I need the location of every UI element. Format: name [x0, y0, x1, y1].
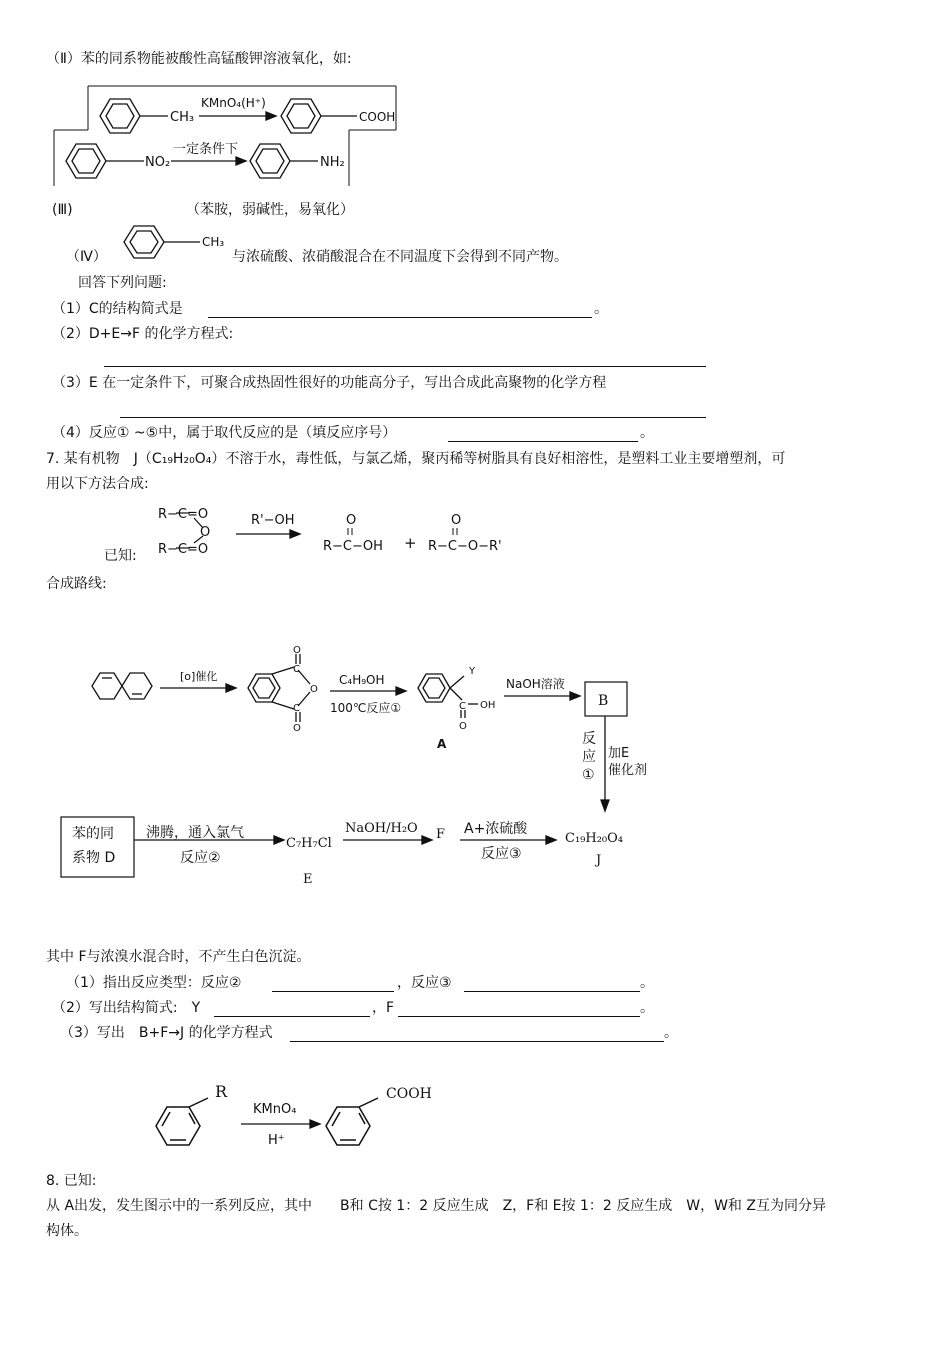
- arrow-icon: [236, 530, 300, 538]
- route-catalyst: 催化剂: [608, 763, 648, 778]
- q8-r: R: [215, 1082, 228, 1101]
- arrow-icon: [241, 1120, 320, 1128]
- eq2-right-group: NH₂: [320, 155, 345, 170]
- a-c: C: [459, 701, 466, 712]
- q6-iv-label: （Ⅳ）: [66, 249, 107, 265]
- label-f: F: [436, 827, 446, 842]
- eq2-left-group: NO₂: [145, 155, 171, 170]
- a-o: O: [459, 721, 467, 732]
- q6-p2-answer-blank[interactable]: [104, 352, 706, 367]
- benzene-ring-icon: [66, 144, 144, 178]
- acid-formula: R−C−OH: [323, 539, 383, 554]
- anh-o-top: O: [293, 645, 301, 656]
- benzoic-acid-icon: [326, 1098, 378, 1145]
- q8-reagent: KMnO₄: [253, 1102, 297, 1117]
- arrow-icon: [160, 684, 236, 692]
- naphthalene-icon: [92, 673, 152, 699]
- route-step1-reagent: C₄H₉OH: [339, 673, 385, 687]
- route-oxidation: [o]催化: [180, 670, 218, 683]
- eq2-condition: 一定条件下: [173, 142, 239, 157]
- route-a-h2so4: A+浓硫酸: [464, 821, 528, 837]
- q7-s1: （1）指出反应类型：反应②: [66, 975, 242, 991]
- eq1-left-group: CH₃: [170, 110, 195, 125]
- route-c19: C₁₉H₂₀O₄: [565, 831, 623, 846]
- route-naoh-h2o: NaOH/H₂O: [345, 821, 418, 836]
- q6-iii-label: (Ⅲ): [52, 202, 73, 218]
- q6-answer-prompt: 回答下列问题:: [78, 275, 167, 291]
- label-e: E: [303, 872, 313, 887]
- q6-p1-end: 。: [594, 301, 608, 317]
- label-a: A: [437, 737, 447, 751]
- q6-p3-answer-blank[interactable]: [120, 403, 706, 418]
- box-d-line1: 苯的同: [72, 826, 114, 842]
- arrow-icon: [504, 692, 580, 700]
- q6-p3: （3）E 在一定条件下，可聚合成热固性很好的功能高分子，写出合成此高聚物的化学方程: [52, 375, 607, 391]
- route-c7h7cl: C₇H₇Cl: [286, 836, 332, 851]
- q8-line2: 构体。: [46, 1223, 88, 1239]
- q7-s2-end: 。: [640, 1000, 654, 1016]
- q7-s1-blank-reaction3[interactable]: [464, 977, 640, 992]
- q7-s3-answer-blank[interactable]: [290, 1027, 664, 1042]
- route-vertical-reaction: 反应①: [582, 731, 596, 783]
- eq1-reagent: KMnO₄(H⁺): [201, 96, 266, 110]
- arrow-icon: [330, 687, 406, 695]
- route-reaction2: 反应②: [180, 850, 221, 866]
- anh-o-ring: O: [310, 684, 318, 695]
- q6-iv-text: 与浓硫酸、浓硝酸混合在不同温度下会得到不同产物。: [232, 249, 568, 265]
- route-step1-cond: 100℃反应①: [330, 701, 402, 715]
- q7-s3-end: 。: [664, 1025, 678, 1041]
- q7-line1: 7. 某有机物 J（C₁₉H₂₀O₄）不溶于水，毒性低，与氯乙烯，聚丙稀等树脂具有良好相溶性，是塑料工业主要增塑剂，可: [46, 451, 786, 467]
- q7-s2: （2）写出结构简式: Y: [52, 1000, 201, 1016]
- q6-p1: （1）C的结构简式是: [52, 301, 183, 317]
- q7-s2-mid: ，F: [372, 1000, 395, 1016]
- q6-ii-text: （Ⅱ）苯的同系物能被酸性高锰酸钾溶液氧化，如:: [46, 51, 352, 67]
- route-reaction3: 反应③: [481, 846, 522, 862]
- benzene-ring-icon: [100, 99, 168, 133]
- phthalic-anhydride-icon: [248, 654, 310, 722]
- ester-o: O: [451, 513, 462, 528]
- anh-o-bottom: O: [293, 723, 301, 734]
- q6-iii-note: （苯胺，弱碱性，易氧化）: [186, 202, 354, 218]
- anh-c-top: C: [293, 664, 300, 675]
- known-plus: +: [404, 534, 417, 552]
- q7-s2-blank-f[interactable]: [398, 1002, 640, 1017]
- anh-o: O: [200, 525, 211, 540]
- q7-line2: 用以下方法合成:: [46, 476, 149, 492]
- a-y: Y: [469, 666, 476, 677]
- q8-h: H⁺: [268, 1133, 285, 1148]
- q7-s2-blank-y[interactable]: [214, 1002, 370, 1017]
- q7-s3: （3）写出 B+F→J 的化学方程式: [60, 1025, 273, 1041]
- benzene-ring-icon: [281, 99, 357, 133]
- q7-route-label: 合成路线:: [46, 576, 107, 592]
- ester-formula: R−C−O−R': [428, 539, 502, 554]
- benzene-ring-icon: [250, 144, 318, 178]
- anh-top: R−C=O: [158, 507, 209, 522]
- q7-f-note: 其中 F与浓溴水混合时，不产生白色沉淀。: [46, 949, 311, 965]
- anh-bottom: R−C=O: [158, 542, 209, 557]
- eq1-right-group: COOH: [359, 110, 396, 124]
- q6-p2: （2）D+E→F 的化学方程式:: [52, 326, 234, 342]
- a-oh: OH: [480, 700, 496, 711]
- q7-s1-blank-reaction2[interactable]: [272, 977, 394, 992]
- q6-p4-answer-blank[interactable]: [448, 427, 638, 442]
- q8-label: 8. 已知:: [46, 1173, 97, 1189]
- route-boil: 沸腾，通入氯气: [146, 825, 244, 841]
- q7-known-label: 已知:: [104, 548, 137, 564]
- iv-group: CH₃: [202, 235, 225, 249]
- known-reagent: R'−OH: [251, 513, 295, 528]
- route-naoh-solution: NaOH溶液: [506, 677, 565, 691]
- box-d-line2: 系物 D: [72, 850, 116, 866]
- compound-a-icon: [418, 674, 478, 718]
- q6-p1-answer-blank[interactable]: [208, 303, 592, 318]
- q8-line1: 从 A出发，发生图示中的一系列反应，其中 B和 C按 1：2 反应生成 Z，F和 E按 1：2 反应生成 W，W和 Z互为同分异: [46, 1198, 826, 1214]
- q6-p4-end: 。: [640, 425, 654, 441]
- arrow-icon: [199, 112, 276, 120]
- acid-o: O: [346, 513, 357, 528]
- q7-s1-mid: ，反应③: [397, 975, 452, 991]
- anh-c-bottom: C: [293, 703, 300, 714]
- label-b: B: [598, 693, 609, 709]
- route-add-e: 加E: [608, 746, 630, 761]
- arrow-icon: [171, 157, 246, 165]
- benzene-r-icon: [156, 1098, 208, 1145]
- label-j: J: [596, 853, 602, 868]
- toluene-icon: [124, 226, 200, 258]
- q7-s1-end: 。: [640, 975, 654, 991]
- q8-product: COOH: [386, 1086, 432, 1102]
- q6-p4: （4）反应① ~⑤中，属于取代反应的是（填反应序号）: [52, 425, 397, 441]
